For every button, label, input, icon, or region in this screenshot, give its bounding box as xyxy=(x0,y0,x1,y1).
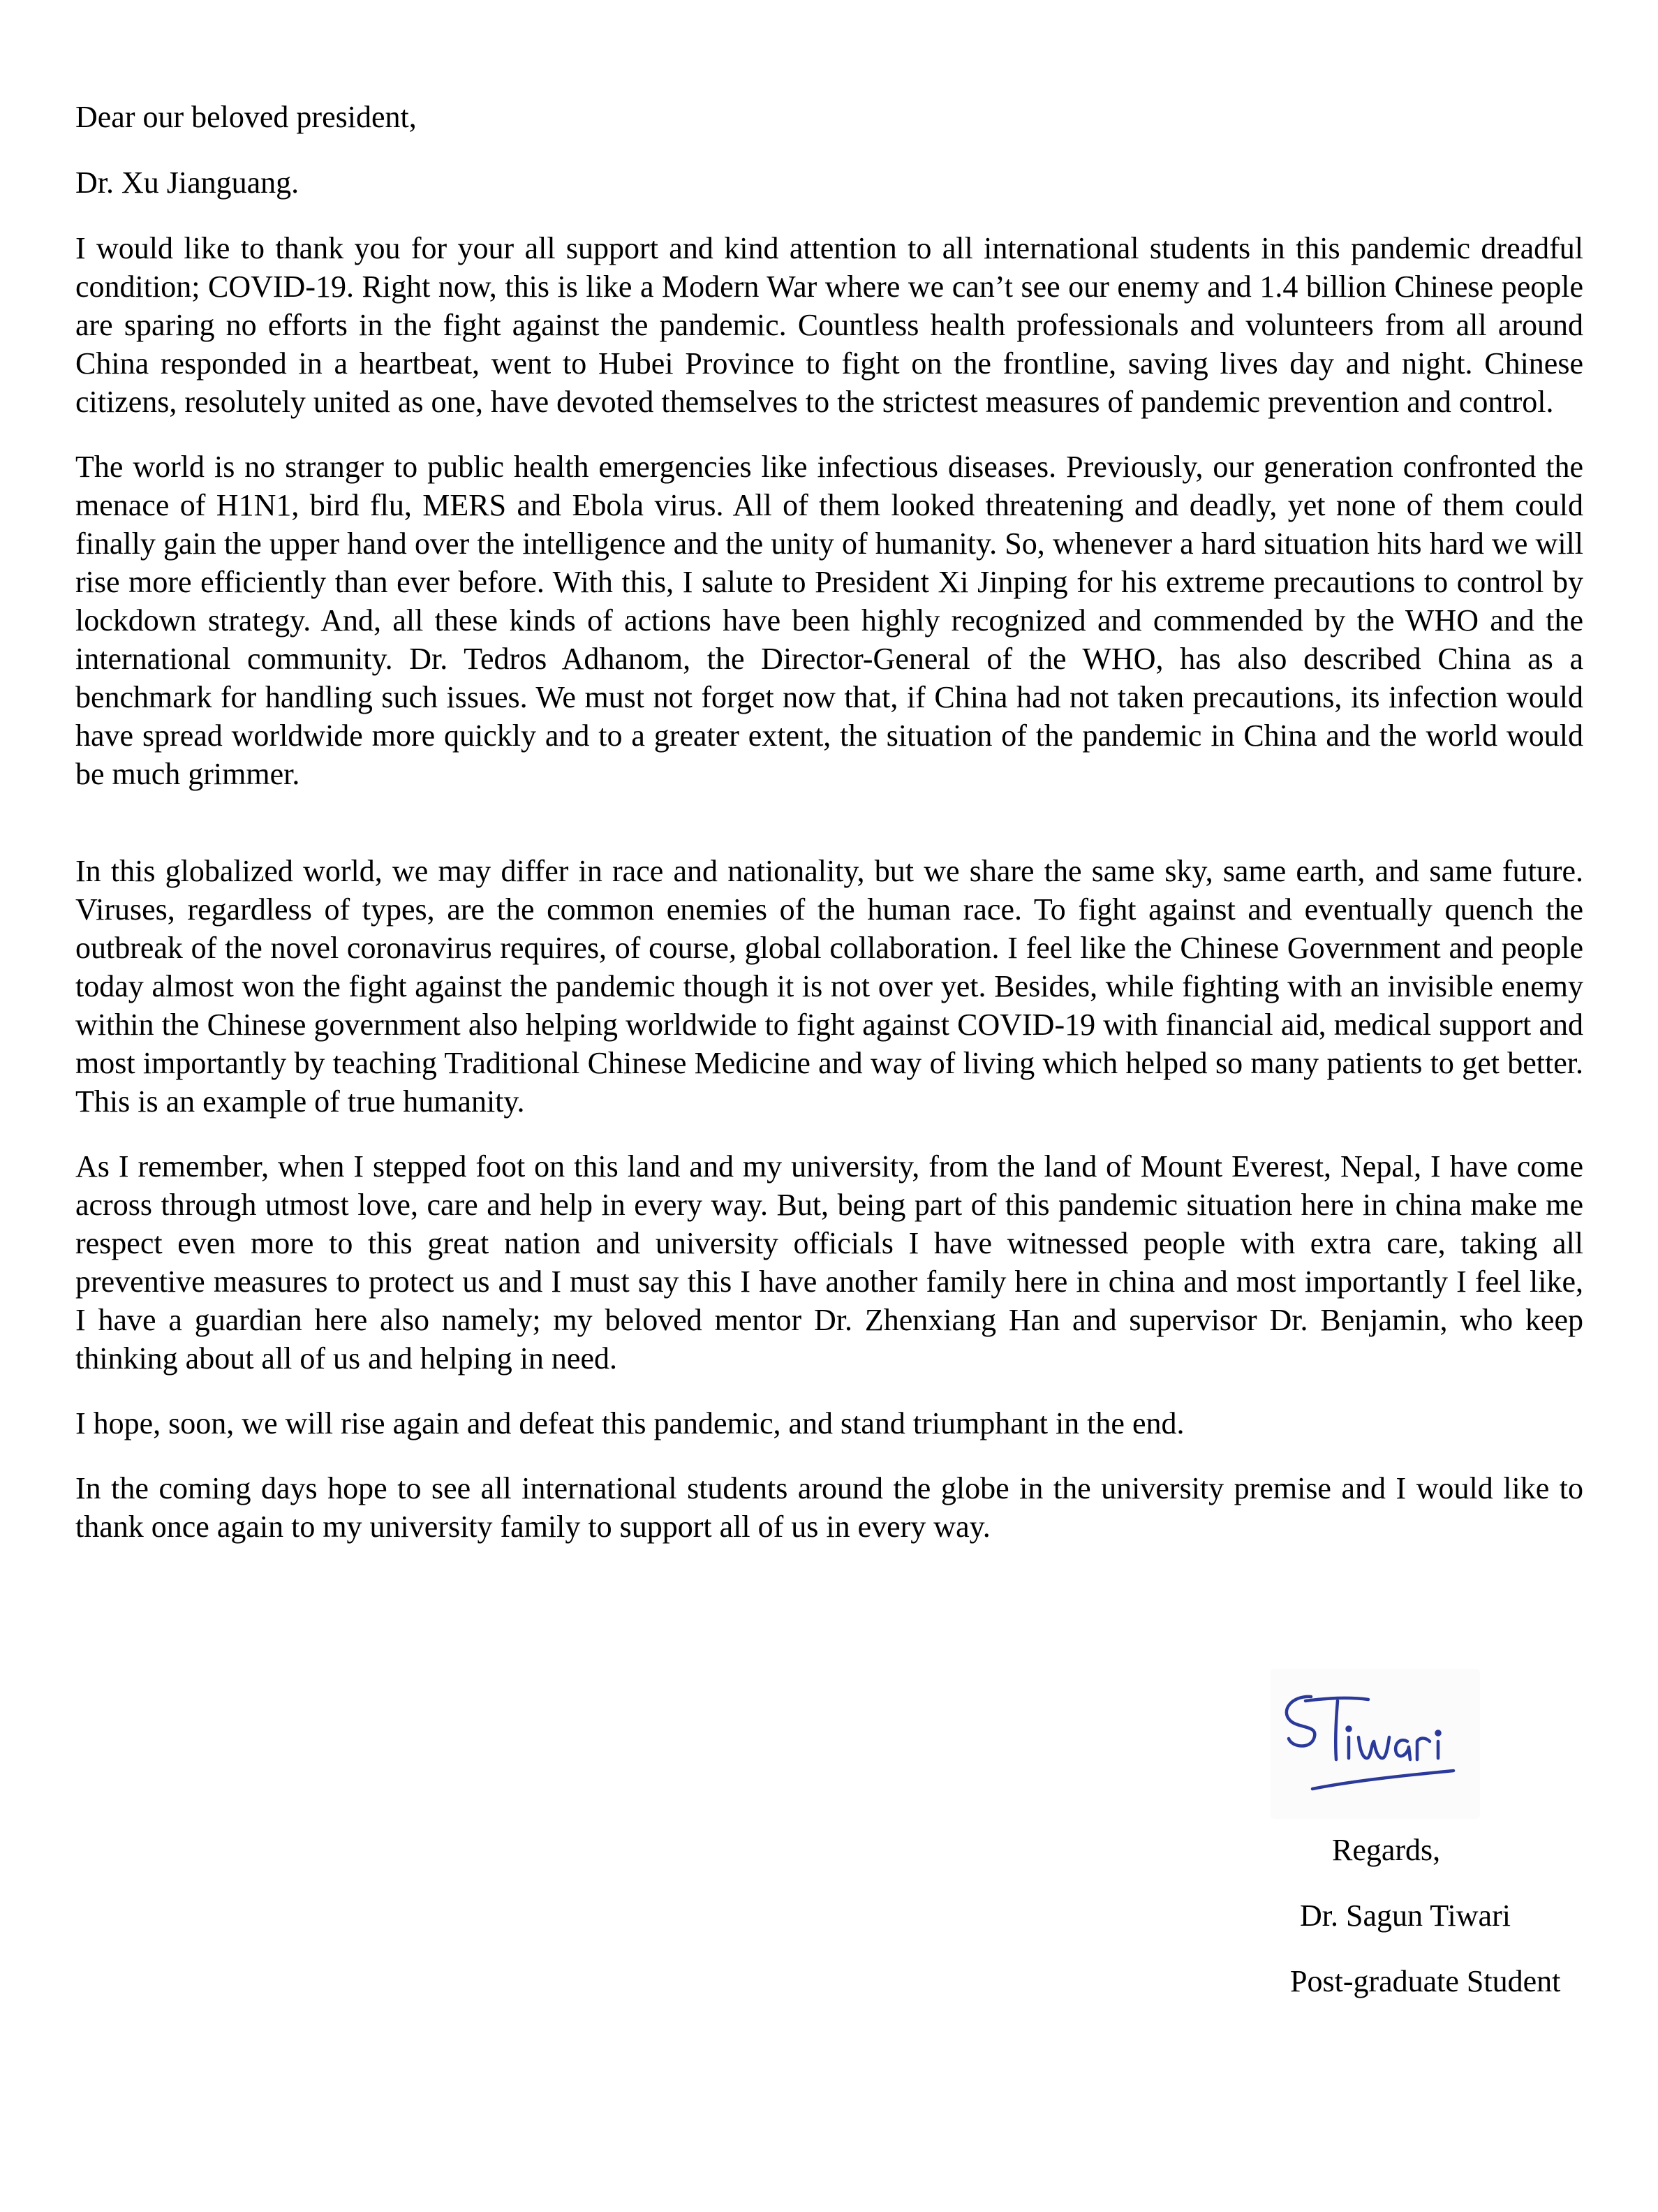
paragraph-coming-days: In the coming days hope to see all international students around the globe in the university premise and I would like to thank once again to my university family to support all of us in every way. xyxy=(75,1471,1583,1544)
closing-regards: Regards, xyxy=(1332,1833,1441,1867)
signer-title: Post-graduate Student xyxy=(1290,1964,1561,1998)
handwritten-signature xyxy=(1271,1669,1480,1819)
paragraph-public-health: The world is no stranger to public health emergencies like infectious diseases. Previously, our generation confronted the menace of H1N1, bird flu, MERS and Ebola virus. All of them looked threatening and deadly, yet none of them could finally gain the upper hand over the intelligence and the unity of humanity. So, whenever a hard situation hits hard we will rise more efficiently than ever before. With this, I salute to President Xi Jinping for his extreme precautions to control by lockdown strategy. And, all these kinds of actions have been highly recognized and commended by the WHO and the international community. Dr. Tedros Adhanom, the Director-General of the WHO, has also described China as a benchmark for handling such issues. We must not forget now that, if China had not taken precautions, its infection would have spread worldwide more quickly and to a greater extent, the situation of the pandemic in China and the world would be much grimmer. xyxy=(75,450,1583,791)
paragraph-hope: I hope, soon, we will rise again and defeat this pandemic, and stand triumphant in the end. xyxy=(75,1406,1185,1440)
paragraph-personal-experience: As I remember, when I stepped foot on this land and my university, from the land of Mount Everest, Nepal, I have come across through utmost love, care and help in every way. But, being part of this pandemic situation here in china make me respect even more to this great nation and university officials I have witnessed people with extra care, taking all preventive measures to protect us and I must say this I have another family here in china and most importantly I feel like, I have a guardian here also namely; my beloved mentor Dr. Zhenxiang Han and supervisor Dr. Benjamin, who keep thinking about all of us and helping in need. xyxy=(75,1149,1583,1376)
paragraph-gratitude: I would like to thank you for your all support and kind attention to all international students in this pandemic dreadful condition; COVID-19. Right now, this is like a Modern War where we can’t see our enemy and 1.4 billion Chinese people are sparing no efforts in the fight against the pandemic. Countless health professionals and volunteers from all around China responded in a heartbeat, went to Hubei Province to fight on the frontline, saving lives day and night. Chinese citizens, resolutely united as one, have devoted themselves to the strictest measures of pandemic prevention and control. xyxy=(75,231,1583,419)
signer-name: Dr. Sagun Tiwari xyxy=(1300,1898,1511,1933)
letter-body xyxy=(75,98,1583,1546)
addressee-name: Dr. Xu Jianguang. xyxy=(75,165,299,200)
salutation-line: Dear our beloved president, xyxy=(75,100,417,134)
paragraph-globalized-world: In this globalized world, we may differ in race and nationality, but we share the same sky, same earth, and same future. Viruses, regardless of types, are the common enemies of the human race. To fight against and eventually quench the outbreak of the novel coronavirus requires, of course, global collaboration. I feel like the Chinese Government and people today almost won the fight against the pandemic though it is not over yet. Besides, while fighting with an invisible enemy within the Chinese government also helping worldwide to fight against COVID-19 with financial aid, medical support and most importantly by teaching Traditional Chinese Medicine and way of living which helped so many patients to get better. This is an example of true humanity. xyxy=(75,854,1583,1119)
